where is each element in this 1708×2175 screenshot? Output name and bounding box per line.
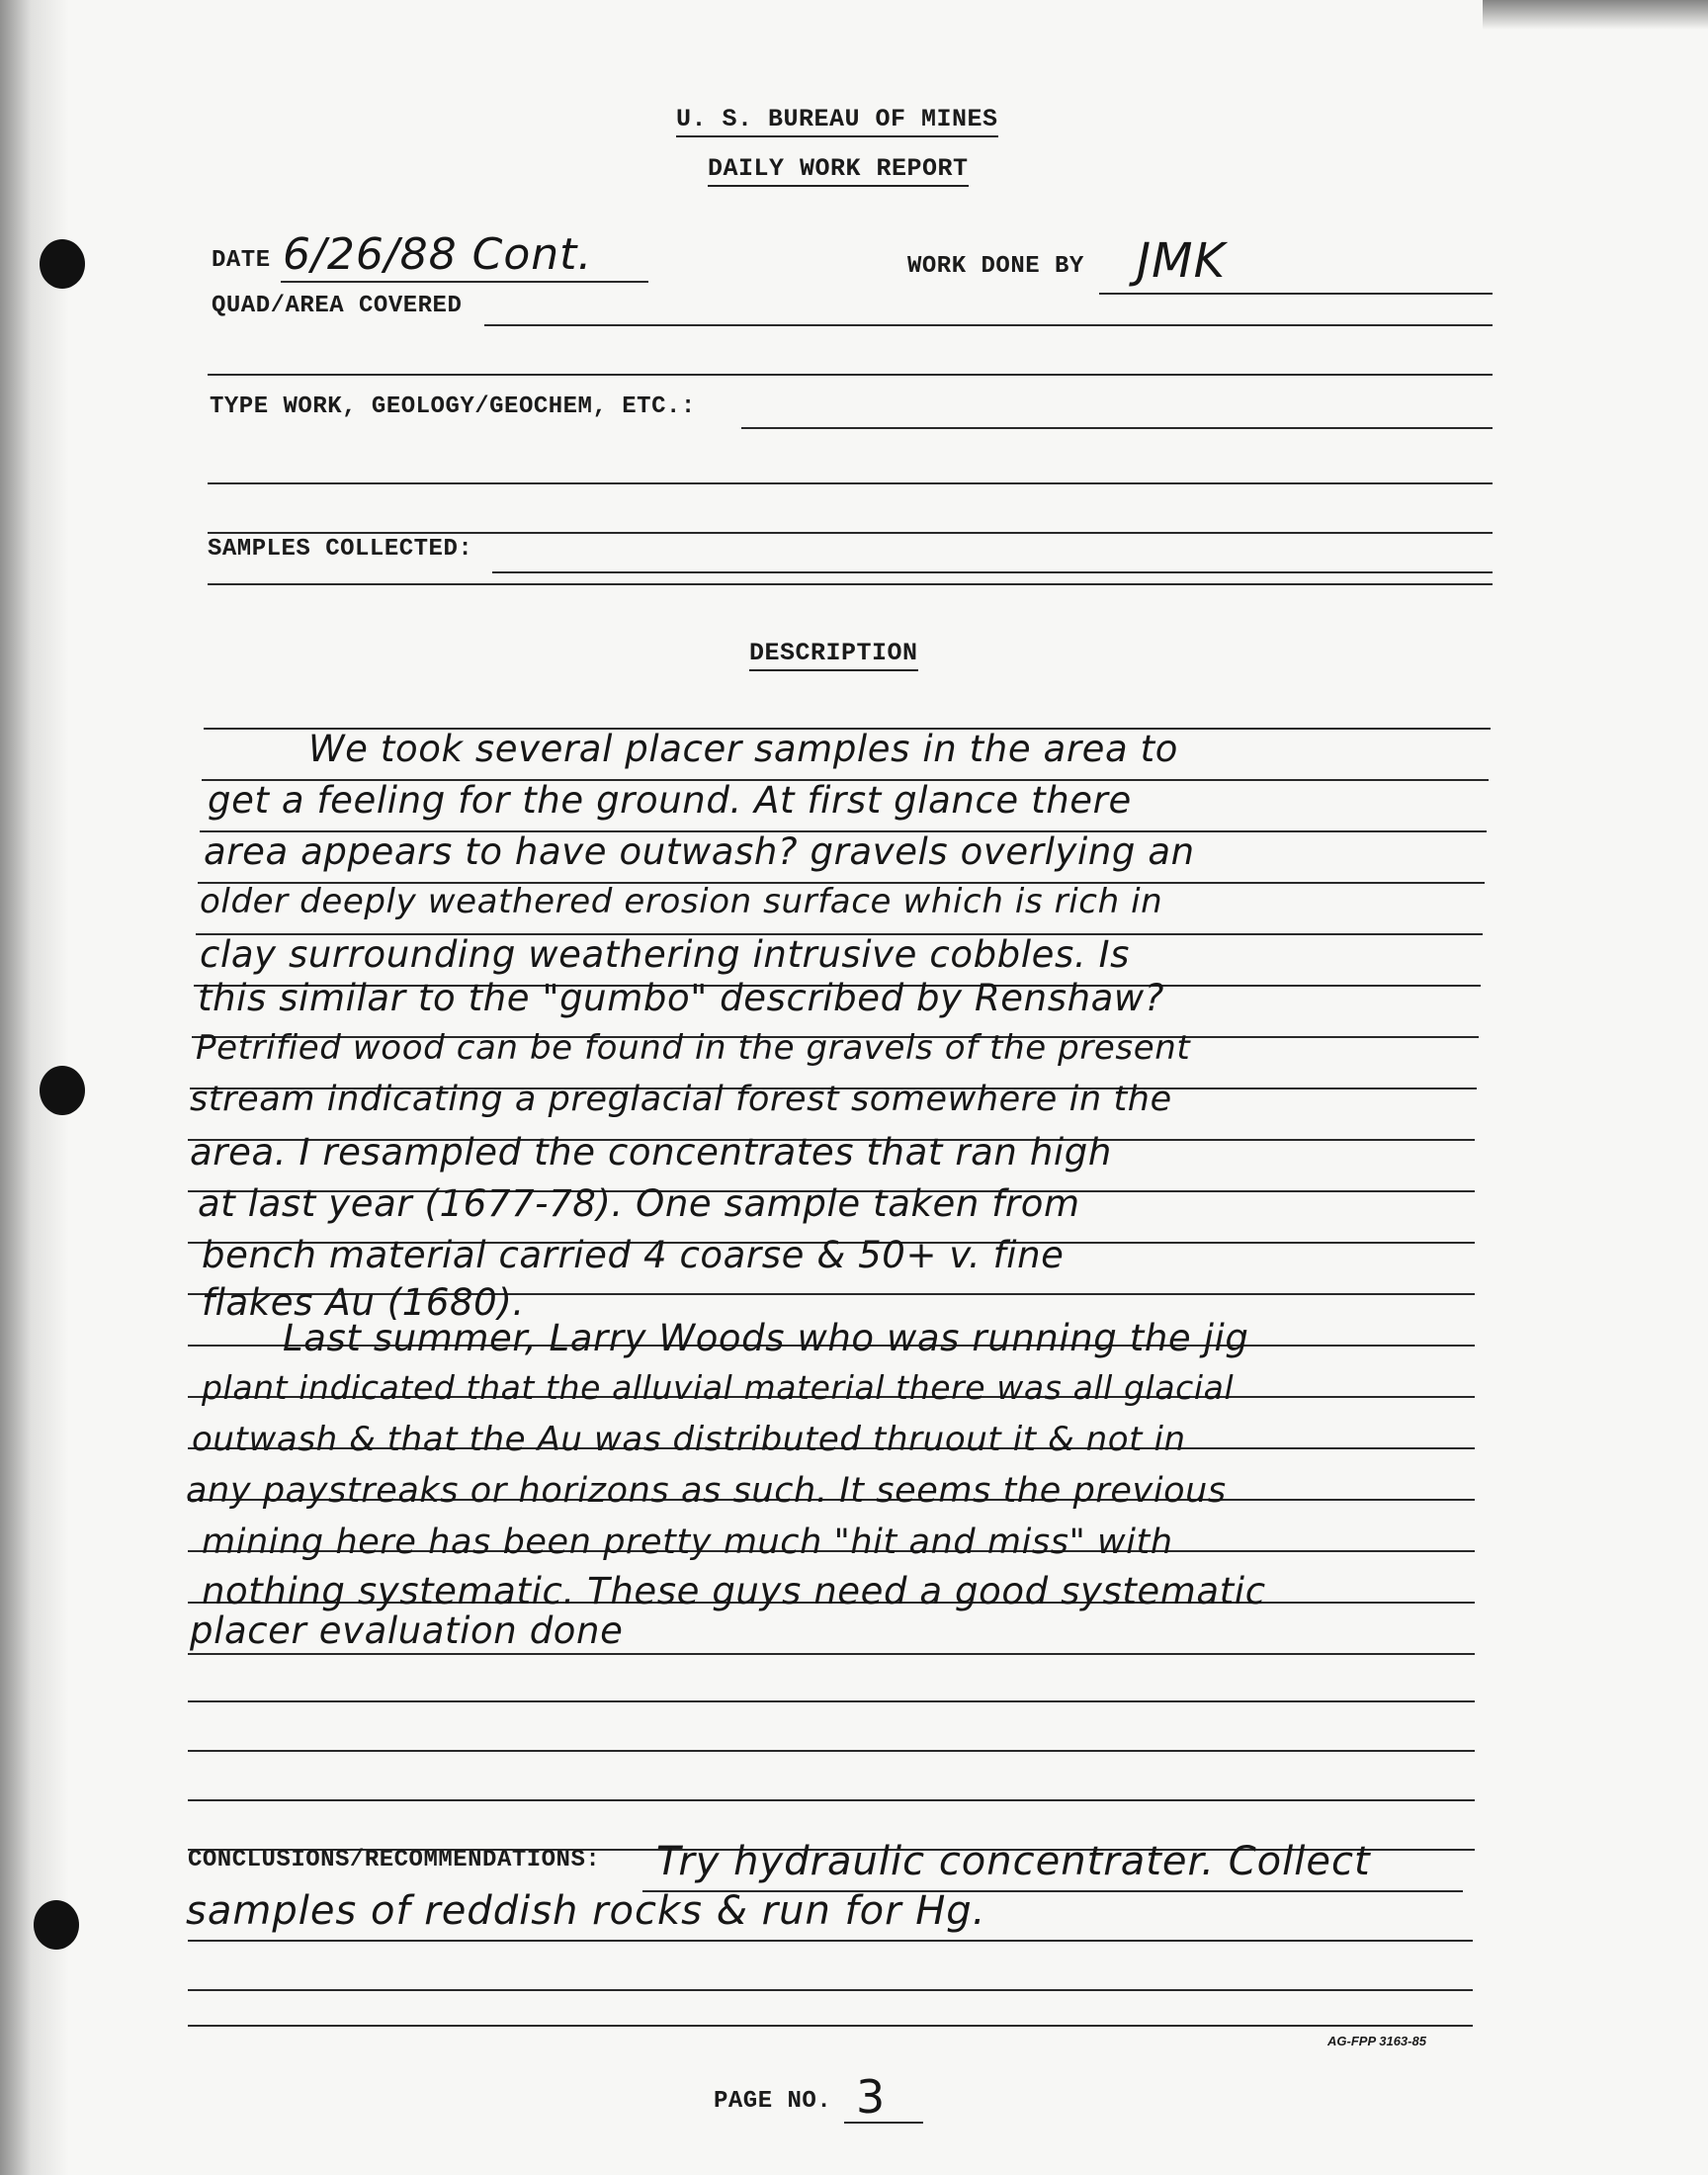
- page-number-value: 3: [856, 2070, 887, 2124]
- ruled-line: [188, 2025, 1473, 2027]
- type-work-line: [741, 427, 1493, 429]
- quad-area-line: [484, 324, 1493, 326]
- description-line: plant indicated that the alluvial material there was all glacial: [202, 1368, 1235, 1407]
- samples-collected-line: [492, 571, 1493, 573]
- description-line: We took several placer samples in the area to: [308, 728, 1178, 770]
- date-label: DATE: [212, 247, 271, 274]
- ruled-line: [188, 1750, 1475, 1752]
- description-line: this similar to the "gumbo" described by Renshaw?: [198, 977, 1164, 1019]
- punch-hole: [40, 239, 85, 289]
- ruled-line: [188, 1700, 1475, 1702]
- conclusions-line-2: samples of reddish rocks & run for Hg.: [186, 1888, 986, 1934]
- agency-name: U. S. BUREAU OF MINES: [676, 105, 998, 137]
- description-line: flakes Au (1680).: [202, 1281, 525, 1324]
- work-done-by-line: [1099, 293, 1493, 295]
- report-title: DAILY WORK REPORT: [708, 154, 969, 187]
- blank-line: [208, 482, 1493, 484]
- description-line: Last summer, Larry Woods who was running the jig: [283, 1317, 1249, 1359]
- quad-area-label: QUAD/AREA COVERED: [212, 293, 463, 319]
- ruled-line: [188, 1799, 1475, 1801]
- description-line: stream indicating a preglacial forest somewhere in the: [190, 1080, 1172, 1119]
- conclusions-line-1: Try hydraulic concentrater. Collect: [656, 1839, 1371, 1884]
- punch-hole: [40, 1066, 85, 1115]
- description-heading: DESCRIPTION: [749, 639, 918, 671]
- scan-shadow-top: [1483, 0, 1708, 30]
- blank-line: [208, 532, 1493, 534]
- date-value: 6/26/88 Cont.: [283, 229, 593, 280]
- samples-collected-label: SAMPLES COLLECTED:: [208, 536, 473, 563]
- description-line: older deeply weathered erosion surface which is rich in: [200, 882, 1163, 921]
- description-line: placer evaluation done: [190, 1610, 624, 1652]
- description-line: bench material carried 4 coarse & 50+ v. fine: [202, 1234, 1065, 1276]
- description-line: Petrified wood can be found in the gravels of the present: [196, 1028, 1191, 1068]
- type-work-label: TYPE WORK, GEOLOGY/GEOCHEM, ETC.:: [210, 393, 696, 420]
- description-line: area appears to have outwash? gravels overlying an: [204, 830, 1195, 873]
- description-line: clay surrounding weathering intrusive cobbles. Is: [200, 933, 1130, 976]
- page-number-label: PAGE NO.: [714, 2088, 832, 2115]
- description-line: get a feeling for the ground. At first glance there: [208, 779, 1132, 822]
- description-line: any paystreaks or horizons as such. It seems the previous: [186, 1471, 1227, 1511]
- work-done-by-value: JMK: [1137, 233, 1227, 289]
- conclusions-label: CONCLUSIONS/RECOMMENDATIONS:: [188, 1847, 601, 1873]
- punch-hole: [34, 1900, 79, 1950]
- ruled-line: [188, 1653, 1475, 1655]
- description-line: nothing systematic. These guys need a good systematic: [202, 1570, 1266, 1612]
- ruled-line: [188, 1989, 1473, 1991]
- description-line: area. I resampled the concentrates that ran high: [190, 1131, 1112, 1174]
- blank-line: [208, 583, 1493, 585]
- blank-line: [208, 374, 1493, 376]
- date-line: [281, 281, 648, 283]
- form-code: AG-FPP 3163-85: [1327, 2034, 1426, 2048]
- description-line: at last year (1677-78). One sample taken from: [198, 1182, 1080, 1225]
- description-line: mining here has been pretty much "hit and miss" with: [202, 1522, 1173, 1562]
- description-line: outwash & that the Au was distributed thruout it & not in: [192, 1420, 1186, 1459]
- ruled-line: [188, 1940, 1473, 1942]
- work-done-by-label: WORK DONE BY: [907, 253, 1084, 280]
